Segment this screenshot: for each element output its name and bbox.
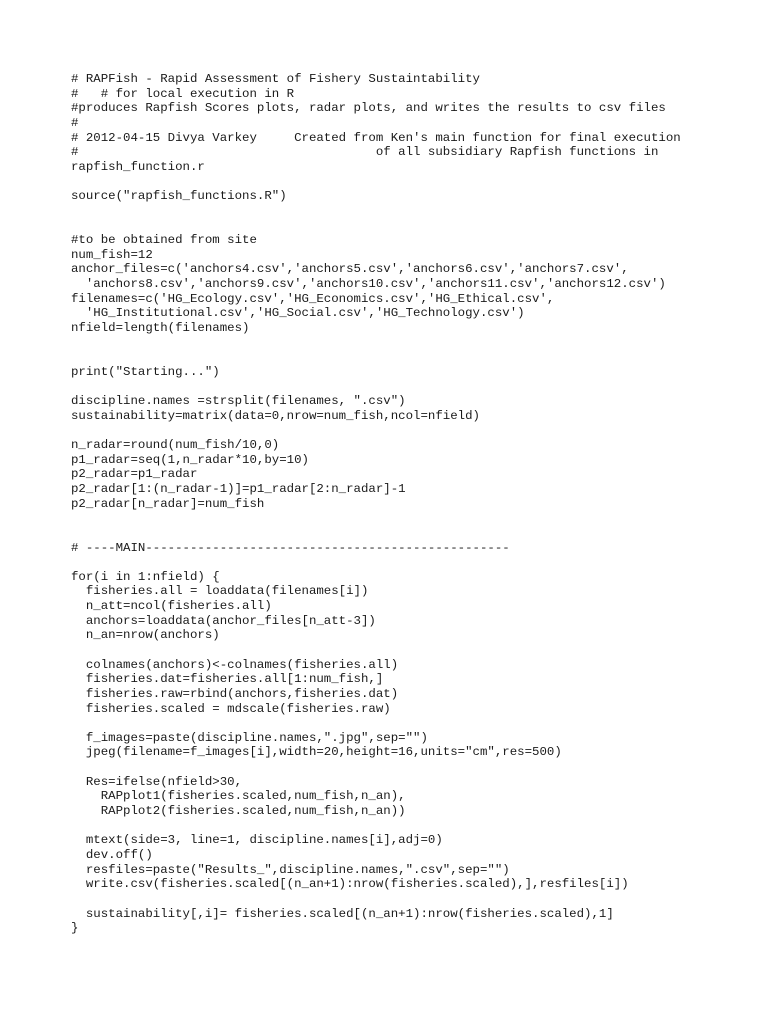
code-line: # of all subsidiary Rapfish functions in [71,145,659,160]
code-line: sustainability[,i]= fisheries.scaled[(n_an+1):nrow(fisheries.scaled),1] [71,906,614,921]
code-line: anchors=loaddata(anchor_files[n_att-3]) [71,613,376,628]
code-line: source("rapfish_functions.R") [71,189,287,204]
code-line: filenames=c('HG_Ecology.csv','HG_Economics.csv','HG_Ethical.csv', [71,291,555,306]
code-line [71,819,751,834]
code-line [71,350,751,365]
code-line: discipline.names =strsplit(filenames, ".csv") [71,394,406,409]
code-line [71,892,751,907]
code-line [71,643,751,658]
code-line: } [71,921,79,936]
code-line: mtext(side=3, line=1, discipline.names[i],adj=0) [71,833,443,848]
code-line: fisheries.raw=rbind(anchors,fisheries.dat) [71,686,399,701]
code-line [71,379,751,394]
code-line: nfield=length(filenames) [71,320,250,335]
code-line: fisheries.all = loaddata(filenames[i]) [71,584,369,599]
code-line [71,526,751,541]
code-line: p1_radar=seq(1,n_radar*10,by=10) [71,452,309,467]
code-line: f_images=paste(discipline.names,".jpg",sep="") [71,730,428,745]
code-line: write.csv(fisheries.scaled[(n_an+1):nrow(fisheries.scaled),],resfiles[i]) [71,877,629,892]
code-line: n_att=ncol(fisheries.all) [71,599,272,614]
code-line: 'HG_Institutional.csv','HG_Social.csv','HG_Technology.csv') [71,306,525,321]
code-line: n_radar=round(num_fish/10,0) [71,438,280,453]
code-line: colnames(anchors)<-colnames(fisheries.all) [71,657,399,672]
code-line: RAPplot1(fisheries.scaled,num_fish,n_an), [71,789,406,804]
code-line: #to be obtained from site [71,233,257,248]
code-line [71,336,751,351]
code-line: for(i in 1:nfield) { [71,569,220,584]
code-line: sustainability=matrix(data=0,nrow=num_fish,ncol=nfield) [71,408,480,423]
code-line: fisheries.scaled = mdscale(fisheries.raw) [71,701,391,716]
code-line [71,174,751,189]
code-line: Res=ifelse(nfield>30, [71,774,243,789]
code-line [71,760,751,775]
code-line: 'anchors8.csv','anchors9.csv','anchors10.csv','anchors11.csv','anchors12.csv') [71,276,666,291]
code-line: p2_radar[n_radar]=num_fish [71,496,265,511]
code-line: # # for local execution in R [71,86,295,101]
code-line: print("Starting...") [71,364,220,379]
code-line: RAPplot2(fisheries.scaled,num_fish,n_an)) [71,804,406,819]
code-line: jpeg(filename=f_images[i],width=20,height=16,units="cm",res=500) [71,745,562,760]
code-line [71,204,751,219]
code-line [71,511,751,526]
code-line [71,218,751,233]
code-line: p2_radar=p1_radar [71,467,198,482]
code-line: # [71,115,79,130]
code-listing [71,72,751,936]
code-line [71,423,751,438]
code-line [71,555,751,570]
code-line: anchor_files=c('anchors4.csv','anchors5.csv','anchors6.csv','anchors7.csv', [71,262,629,277]
code-line: #produces Rapfish Scores plots, radar plots, and writes the results to csv files [71,101,666,116]
code-line: p2_radar[1:(n_radar-1)]=p1_radar[2:n_radar]-1 [71,481,406,496]
code-line: dev.off() [71,847,153,862]
code-line: # 2012-04-15 Divya Varkey Created from Ken's main function for final execution [71,130,681,145]
code-line: # RAPFish - Rapid Assessment of Fishery Sustaintability [71,72,480,86]
code-line: rapfish_function.r [71,159,205,174]
code-line: fisheries.dat=fisheries.all[1:num_fish,] [71,672,384,687]
code-line [71,716,751,731]
code-line: # ----MAIN------------------------------------------------- [71,540,510,555]
code-line: n_an=nrow(anchors) [71,628,220,643]
code-line: num_fish=12 [71,247,153,262]
code-line: resfiles=paste("Results_",discipline.names,".csv",sep="") [71,862,510,877]
